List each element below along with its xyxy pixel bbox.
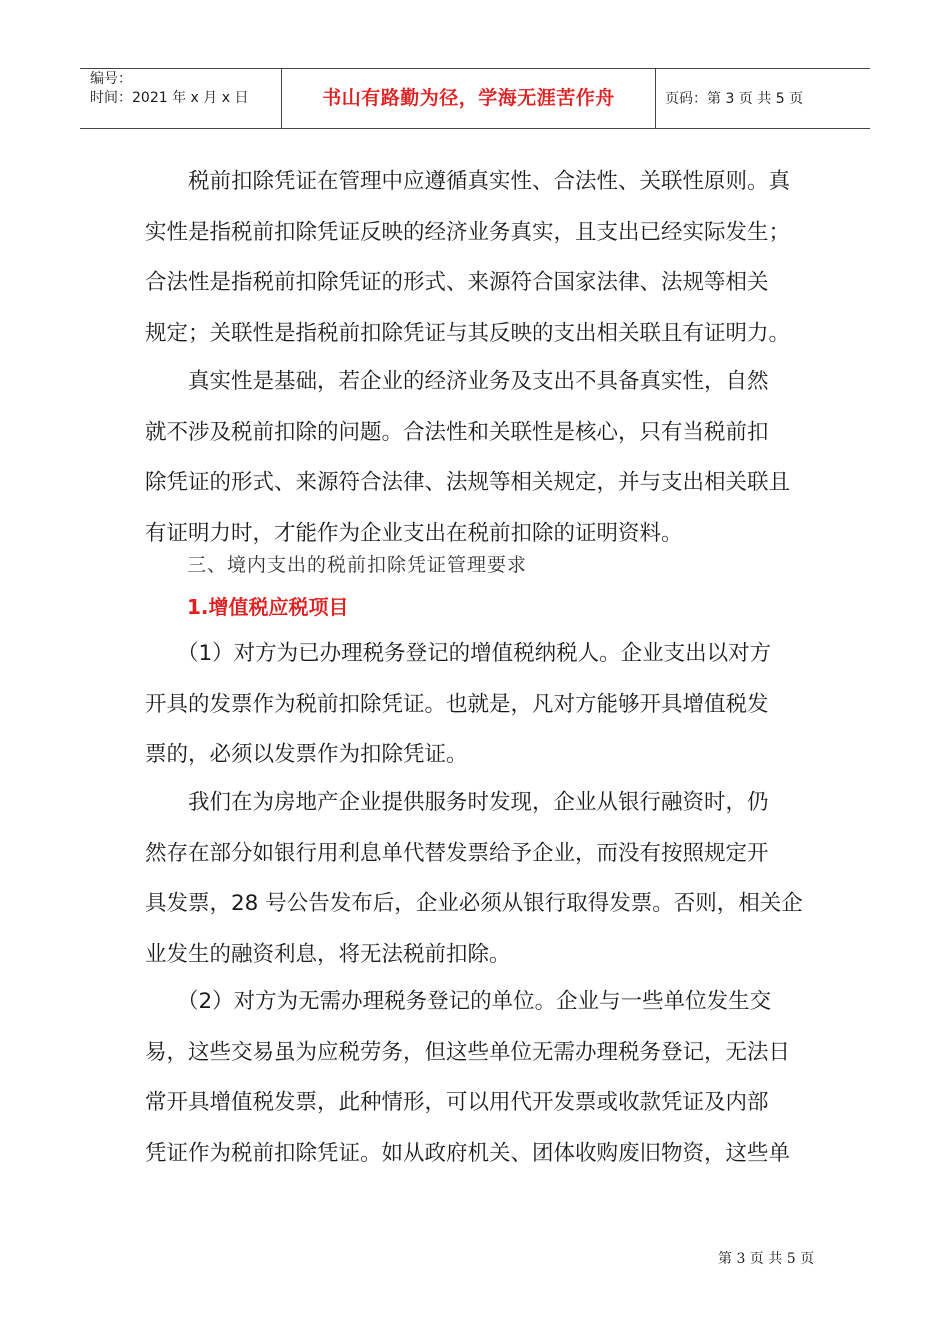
paragraph-authenticity — [145, 357, 813, 559]
document-number-label: 编号： — [90, 71, 132, 87]
text-line: 我们在为房地产企业提供服务时发现，企业从银行融资时，仍 — [188, 790, 769, 815]
text-line: 真实性是基础，若企业的经济业务及支出不具备真实性，自然 — [188, 369, 769, 394]
text-line: 就不涉及税前扣除的问题。合法性和关联性是核心，只有当税前扣 — [145, 419, 769, 445]
text-line: 规定；关联性是指税前扣除凭证与其反映的支出相关联且有证明力。 — [145, 320, 791, 346]
text-line: 合法性是指税前扣除凭证的形式、来源符合国家法律、法规等相关 — [145, 270, 769, 295]
header-bottom-rule — [80, 128, 870, 129]
text-line: 税前扣除凭证在管理中应遵循真实性、合法性、关联性原则。真 — [188, 169, 791, 194]
text-line: 有证明力时，才能作为企业支出在税前扣除的证明资料。 — [145, 520, 683, 546]
paragraph-principles — [145, 157, 813, 359]
text-line: 业发生的融资利息，将无法税前扣除。 — [145, 941, 511, 967]
header-top-rule — [80, 68, 870, 69]
paragraph-unregistered-unit — [145, 977, 813, 1179]
text-line: 实性是指税前扣除凭证反映的经济业务真实，且支出已经实际发生； — [145, 219, 791, 245]
subsection-title: 1.增值税应税项目 — [187, 595, 349, 619]
text-line: 除凭证的形式、来源符合法律、法规等相关规定，并与支出相关联且 — [145, 470, 791, 495]
header-meta — [90, 70, 248, 108]
text-line: 凭证作为税前扣除凭证。如从政府机关、团体收购废旧物资，这些单 — [145, 1140, 791, 1166]
section-title: 三、境内支出的税前扣除凭证管理要求 — [187, 554, 528, 576]
text-line: 常开具增值税发票，此种情形，可以用代开发票或收款凭证及内部 — [145, 1090, 769, 1115]
document-date-label: 时间：2021 年 x 月 x 日 — [90, 90, 249, 106]
text-line: 然存在部分如银行用利息单代替发票给予企业，而没有按照规定开 — [145, 840, 769, 866]
text-line: （2）对方为无需办理税务登记的单位。企业与一些单位发生交 — [177, 989, 772, 1014]
text-line: （1）对方为已办理税务登记的增值税纳税人。企业支出以对方 — [177, 641, 772, 666]
text-line: 具发票，28 号公告发布后，企业必须从银行取得发票。否则，相关企 — [145, 891, 803, 916]
header-divider-right — [655, 68, 656, 129]
text-line: 票的，必须以发票作为扣除凭证。 — [145, 742, 468, 767]
text-line: 开具的发票作为税前扣除凭证。也就是，凡对方能够开具增值税发 — [145, 691, 769, 717]
footer-page-number: 第 3 页 共 5 页 — [718, 1251, 815, 1267]
paragraph-registered-taxpayer — [145, 629, 813, 781]
header-motto: 书山有路勤为径，学海无涯苦作舟 — [322, 87, 615, 109]
paragraph-bank-financing — [145, 778, 813, 980]
text-line: 易，这些交易虽为应税劳务，但这些单位无需办理税务登记，无法日 — [145, 1039, 791, 1065]
header-page-number: 页码：第 3 页 共 5 页 — [665, 91, 804, 107]
